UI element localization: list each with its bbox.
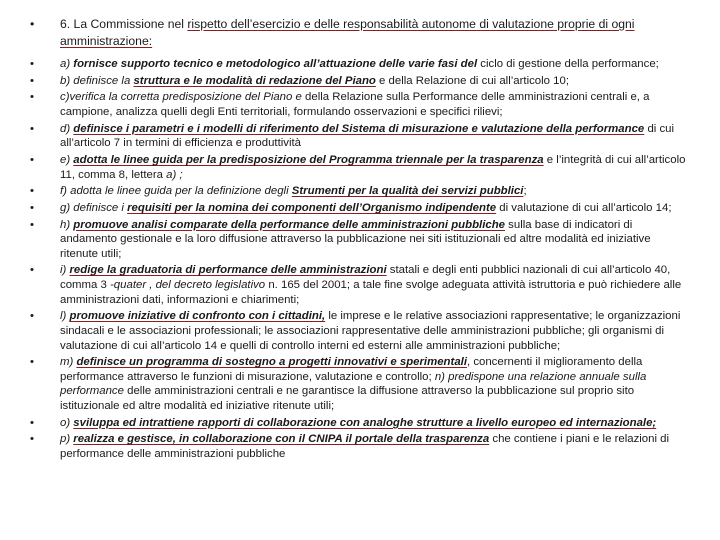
text-segment: -quater , del decreto legislativo [110, 279, 266, 292]
title-bullet: • [30, 17, 35, 31]
list-item-text [60, 355, 690, 413]
list-item [30, 263, 690, 307]
bullet: • [30, 91, 34, 104]
text-segment: che contiene i piani e le relazioni di performance delle amministrazioni pubbliche [60, 433, 670, 460]
text-segment: , concernenti il miglioramento della performance attraverso le funzioni di misurazione, valutazione e controllo; [60, 356, 643, 383]
bullet: • [30, 122, 34, 135]
list-item-text [60, 57, 690, 72]
text-segment: e della Relazione di cui all’articolo 10; [375, 74, 569, 87]
text-segment: struttura e le modalità di redazione del Piano [133, 74, 376, 87]
text-segment: h) [60, 218, 74, 231]
bullet: • [30, 218, 34, 231]
text-segment: redige la graduatoria di performance delle amministrazioni [69, 264, 387, 277]
list-item-text [60, 263, 690, 307]
text-segment: a) ; [166, 168, 183, 181]
text-segment: le imprese e le relative associazioni rappresentative; le organizzazioni sindacali e le associazioni professionali; le associazioni rappresentative delle amministrazioni pubbliche; gli organismi di valutazione di cui all’articolo 14 e quelli di controllo interni ed esterni alle amministrazioni pubbliche; [60, 310, 681, 352]
text-segment: l) [60, 310, 70, 323]
list-item [30, 218, 690, 262]
text-segment: di valutazione di cui all’articolo 14; [496, 201, 672, 214]
title-underlined: rispetto dell’esercizio e delle responsabilità autonome di valutazione proprie di ogni amministrazione: [60, 17, 635, 48]
list-item-text [60, 309, 690, 353]
text-segment: m) [60, 356, 77, 369]
text-segment: definisce i parametri e i modelli di riferimento del Sistema di misurazione e valutazione della performance [73, 122, 645, 135]
bullet: • [30, 356, 34, 369]
text-segment: definisce un programma di sostegno a progetti innovativi e sperimentali [76, 356, 467, 369]
text-segment: sulla base di indicatori di andamento gestionale e la loro diffusione attraverso la pubblicazione nei siti istituzionali ed altre modalità ed iniziative ritenute utili; [60, 218, 651, 260]
text-segment: g) definisce i [60, 201, 128, 214]
slide-title [30, 16, 690, 50]
bullet: • [30, 310, 34, 323]
bullet: • [30, 58, 34, 70]
text-segment: n) predispone una relazione annuale sulla performance [60, 370, 647, 398]
text-segment: delle amministrazioni centrali e ne garantisce la diffusione attraverso la pubblicazione sul proprio sito istituzionale ed altre modalità ed iniziative ritenute utili; [60, 385, 635, 412]
list-item-text [60, 122, 690, 151]
title-text [60, 16, 690, 50]
bullet: • [30, 153, 34, 166]
title-prefix: 6. La Commissione nel [60, 17, 188, 31]
text-segment: della Relazione sulla Performance delle amministrazioni centrali e, a campione, analizza quelli degli Enti territoriali, formulando osservazioni e specifici rilievi; [60, 91, 650, 118]
list-item-text [60, 416, 690, 431]
text-segment: ; [523, 185, 527, 198]
bullet: • [30, 416, 34, 429]
list-item [30, 57, 690, 72]
list-item [30, 201, 690, 216]
list-item-text [60, 218, 690, 262]
text-segment: e) [60, 153, 74, 166]
text-segment: di cui all’articolo 7 in termini di efficienza e produttività [60, 122, 675, 150]
bullet: • [30, 264, 34, 277]
bullet: • [30, 74, 34, 87]
list-item [30, 74, 690, 89]
text-segment: d) [60, 122, 74, 135]
text-segment: e l’integrità di cui all’articolo 11, comma 8, lettera [60, 153, 686, 181]
text-segment: p) [60, 433, 74, 446]
text-segment: Strumenti per la qualità dei servizi pubblici [291, 185, 524, 198]
list-item-text [60, 184, 690, 199]
list-item [30, 153, 690, 182]
bullet: • [30, 433, 34, 446]
text-segment: sviluppa ed intrattiene rapporti di collaborazione con analoghe strutture a livello europeo ed internazionale; [73, 416, 657, 429]
text-segment: ciclo di gestione della performance; [477, 58, 659, 70]
list-item [30, 416, 690, 431]
text-segment: a) [60, 58, 74, 70]
text-segment: statali e degli enti pubblici nazionali di cui all’articolo 40, comma 3 [60, 264, 671, 292]
list-item-text [60, 201, 690, 216]
list-item [30, 184, 690, 199]
list-item-text [60, 90, 690, 119]
text-segment: n. 165 del 2001; a tale fine svolge adeguata attività istruttoria e può richiedere alle amministrazioni dati, informazioni e chiarimenti; [60, 279, 682, 306]
text-segment: b) definisce la [60, 74, 134, 87]
list-item [30, 432, 690, 461]
text-segment: c)verifica la corretta predisposizione del Piano e [60, 91, 302, 104]
list-item-text [60, 153, 690, 182]
list-item [30, 90, 690, 119]
text-segment: fornisce supporto tecnico e metodologico all’attuazione delle varie fasi del [73, 58, 478, 70]
text-segment: promuove analisi comparate della performance delle amministrazioni pubbliche [73, 218, 505, 231]
bullet: • [30, 185, 34, 198]
text-segment: realizza e gestisce, in collaborazione con il CNIPA il portale della trasparenza [73, 433, 490, 446]
list-item [30, 309, 690, 353]
list-item [30, 355, 690, 413]
text-segment: promuove iniziative di confronto con i cittadini, [69, 310, 326, 323]
bullet: • [30, 201, 34, 214]
list-item-text [60, 74, 690, 89]
function-list [30, 57, 690, 464]
text-segment: i) [60, 264, 70, 277]
list-item [30, 122, 690, 151]
text-segment: f) adotta le linee guida per la definizione degli [60, 185, 292, 198]
text-segment: requisiti per la nomina dei componenti dell’Organismo indipendente [127, 201, 497, 214]
list-item-text [60, 432, 690, 461]
text-segment: adotta le linee guida per la predisposizione del Programma triennale per la trasparenza [73, 153, 544, 166]
text-segment: o) [60, 416, 74, 429]
